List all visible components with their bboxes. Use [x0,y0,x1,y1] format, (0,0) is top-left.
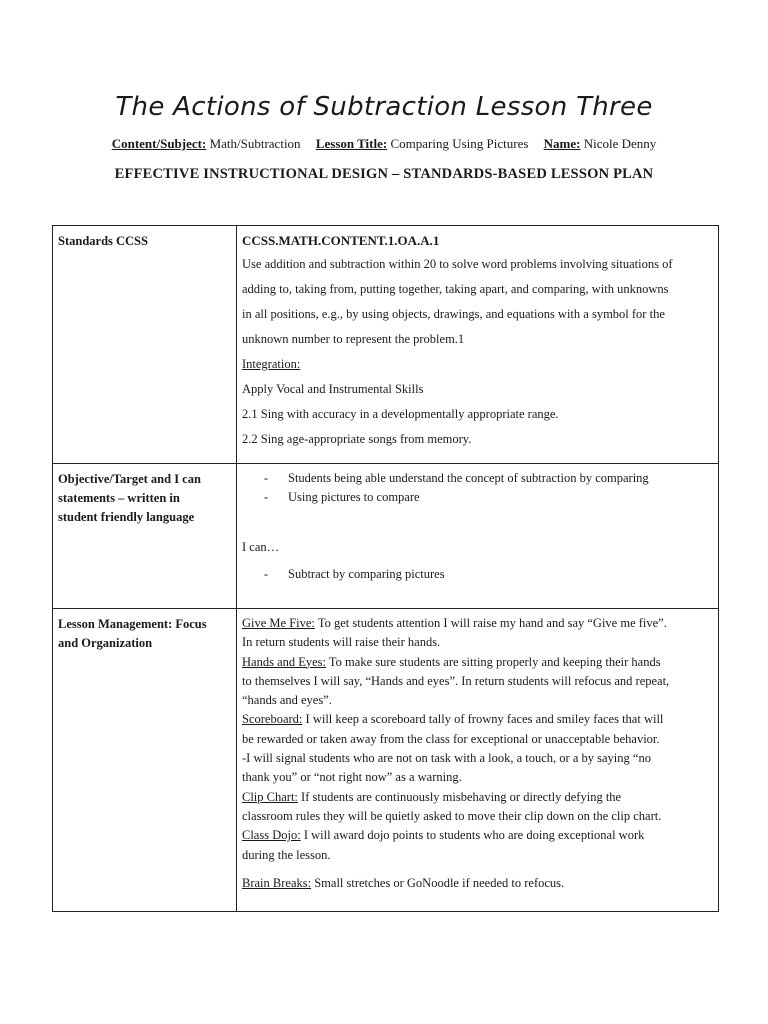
management-label-line: and Organization [58,636,153,650]
objective-label-line: student friendly language [58,510,195,524]
hands-eyes-line-3: “hands and eyes”. [242,693,332,708]
lesson-title-field [316,136,529,151]
list-item: - Subtract by comparing pictures [264,565,713,584]
name-value: Nicole Denny [583,136,657,151]
give-me-five-text: To get students attention I will raise my hand and say “Give me five”. [314,616,667,630]
management-label-line: Lesson Management: Focus [58,617,207,631]
scoreboard-line-2: be rewarded or taken away from the class for exceptional or unacceptable behavior. [242,731,660,746]
clip-chart-line-2: classroom rules they will be quietly asked to move their clip down on the clip chart. [242,808,662,823]
class-dojo-line [242,826,713,845]
table-row-standards [53,226,719,464]
signal-line-2: thank you” or “not right now” as a warning. [242,770,462,785]
lesson-plan-table [52,225,719,912]
table-row-management [53,609,719,912]
scoreboard-key: Scoreboard: [242,712,303,727]
i-can-bullets [242,565,713,584]
class-dojo-text: I will award dojo points to students who are doing exceptional work [300,828,645,843]
scoreboard-text: I will keep a scoreboard tally of frowny faces and smiley faces that will [302,712,664,727]
brain-breaks-text: Small stretches or GoNoodle if needed to refocus. [311,875,565,890]
subject-key: Content/Subject: [111,136,207,151]
standards-text-line: Use addition and subtraction within 20 to solve word problems involving situations of [242,257,673,271]
standards-label [53,226,237,464]
class-dojo-key: Class Dojo: [242,828,301,843]
standards-text-line: adding to, taking from, putting together, taking apart, and comparing, with unknowns [242,282,669,296]
objective-bullets [242,469,713,506]
objective-label-line: Objective/Target and I can [58,472,201,486]
hands-eyes-line [242,653,713,672]
scoreboard-line [242,710,713,729]
class-dojo-line-2: during the lesson. [242,847,331,862]
objective-label [53,464,237,609]
give-me-five-key: Give Me Five: [242,616,315,630]
objective-content [237,464,719,609]
lesson-meta [0,136,768,152]
integration-line: 2.1 Sing with accuracy in a developmentally appropriate range. [242,407,559,421]
name-key: Name: [543,136,581,151]
subject-value: Math/Subtraction [209,136,301,151]
clip-chart-text: If students are continuously misbehaving or directly defying the [297,789,622,804]
clip-chart-key: Clip Chart: [242,789,298,804]
objective-label-line: statements – written in [58,491,180,505]
brain-breaks-line [242,874,713,893]
management-content [237,609,719,912]
hands-eyes-text: To make sure students are sitting properly and keeping their hands [326,654,661,669]
integration-line: Apply Vocal and Instrumental Skills [242,382,424,396]
list-item: - Using pictures to compare [264,488,713,507]
lesson-title-value: Comparing Using Pictures [390,136,529,151]
document-title: The Actions of Subtraction Lesson Three [115,92,653,122]
table-row-objective [53,464,719,609]
hands-eyes-line-2: to themselves I will say, “Hands and eyes”. In return students will refocus and repeat, [242,673,670,688]
clip-chart-line [242,788,713,807]
brain-breaks-key: Brain Breaks: [242,875,312,890]
integration-label: Integration: [242,357,301,371]
list-item: - Students being able understand the concept of subtraction by comparing [264,469,713,488]
lesson-title-key: Lesson Title: [315,136,388,151]
i-can-label: I can… [242,540,280,554]
give-me-five-line-2: In return students will raise their hands. [242,635,441,650]
standards-content [237,226,719,464]
standards-code: CCSS.MATH.CONTENT.1.OA.A.1 [242,233,440,248]
management-label [53,609,237,912]
standards-text-line: unknown number to represent the problem.1 [242,332,465,346]
subject-field [112,136,301,151]
integration-line: 2.2 Sing age-appropriate songs from memory. [242,432,472,446]
signal-line: -I will signal students who are not on task with a look, a touch, or a by saying “no [242,751,651,766]
standards-label-text: Standards CCSS [58,234,148,248]
give-me-five-line [242,614,713,633]
section-heading: EFFECTIVE INSTRUCTIONAL DESIGN – STANDARDS-BASED LESSON PLAN [114,166,654,182]
name-field [544,136,657,151]
standards-text-line: in all positions, e.g., by using objects, drawings, and equations with a symbol for the [242,307,665,321]
hands-eyes-key: Hands and Eyes: [242,654,327,669]
